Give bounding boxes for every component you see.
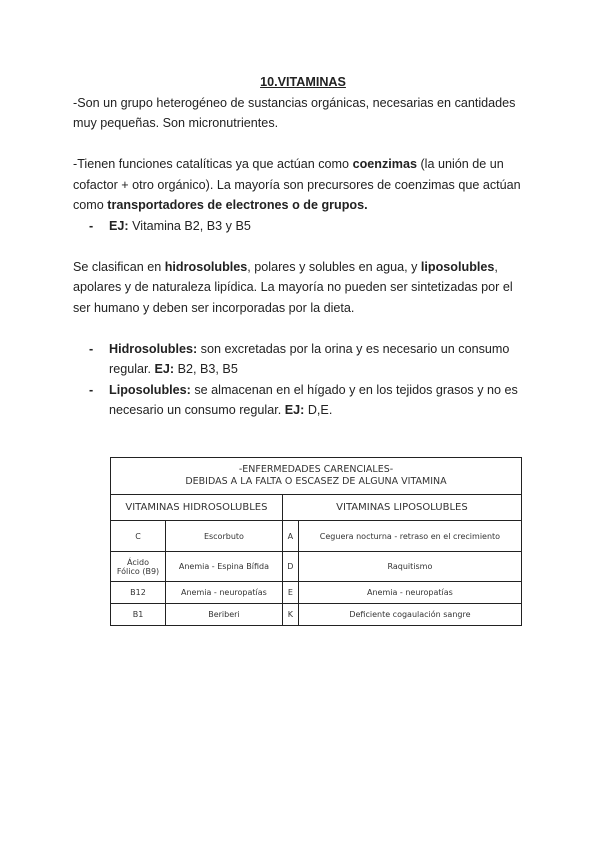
- example-list: [73, 216, 533, 237]
- table-row: B12 Anemia - neuropatías E Anemia - neuropatías: [111, 582, 522, 604]
- intro-paragraph: -Son un grupo heterogéneo de sustancias orgánicas, necesarias en cantidades muy pequeñas. Son micronutrientes.: [73, 95, 516, 130]
- table-row: C Escorbuto A Ceguera nocturna - retraso en el crecimiento: [111, 521, 522, 552]
- list-item: - EJ: Vitamina B2, B3 y B5: [89, 218, 251, 233]
- classification-paragraph: Se clasifican en hidrosolubles, polares y solubles en agua, y liposolubles, apolares y de naturaleza lipídica. La mayoría no pueden ser sintetizadas por el ser humano y deben ser incorporadas por la dieta.: [73, 259, 513, 315]
- coenzimas-term: coenzimas: [352, 157, 417, 171]
- table-row: B1 Beriberi K Deficiente cogaulación sangre: [111, 604, 522, 626]
- list-item: - Liposolubles: se almacenan en el hígado y en los tejidos grasos y no es necesario un consumo regular. EJ: D,E.: [89, 382, 518, 417]
- vitamin-deficiency-table: [110, 457, 522, 626]
- page-title: 10.VITAMINAS: [260, 75, 346, 89]
- table-header: -ENFERMEDADES CARENCIALES- DEBIDAS A LA FALTA O ESCASEZ DE ALGUNA VITAMINA: [111, 458, 522, 495]
- transportadores-term: transportadores de electrones o de grupos.: [107, 198, 368, 212]
- list-item: - Hidrosolubles: son excretadas por la orina y es necesario un consumo regular. EJ: B2, B3, B5: [89, 341, 510, 376]
- function-paragraph: -Tienen funciones catalíticas ya que actúan como coenzimas (la unión de un cofactor + otro orgánico). La mayoría son precursores de coenzimas que actúan como transportadores de electrones o de grupos.: [73, 157, 521, 212]
- hidrosolubles-column-header: VITAMINAS HIDROSOLUBLES: [111, 495, 283, 521]
- liposolubles-column-header: VITAMINAS LIPOSOLUBLES: [282, 495, 521, 521]
- text-content: [73, 72, 533, 421]
- classification-list: [73, 339, 533, 421]
- liposolubles-term: liposolubles: [420, 259, 495, 274]
- hidrosolubles-term: hidrosolubles: [164, 259, 248, 274]
- table-row: Ácido Fólico (B9) Anemia - Espina Bífida D Raquitismo: [111, 552, 522, 582]
